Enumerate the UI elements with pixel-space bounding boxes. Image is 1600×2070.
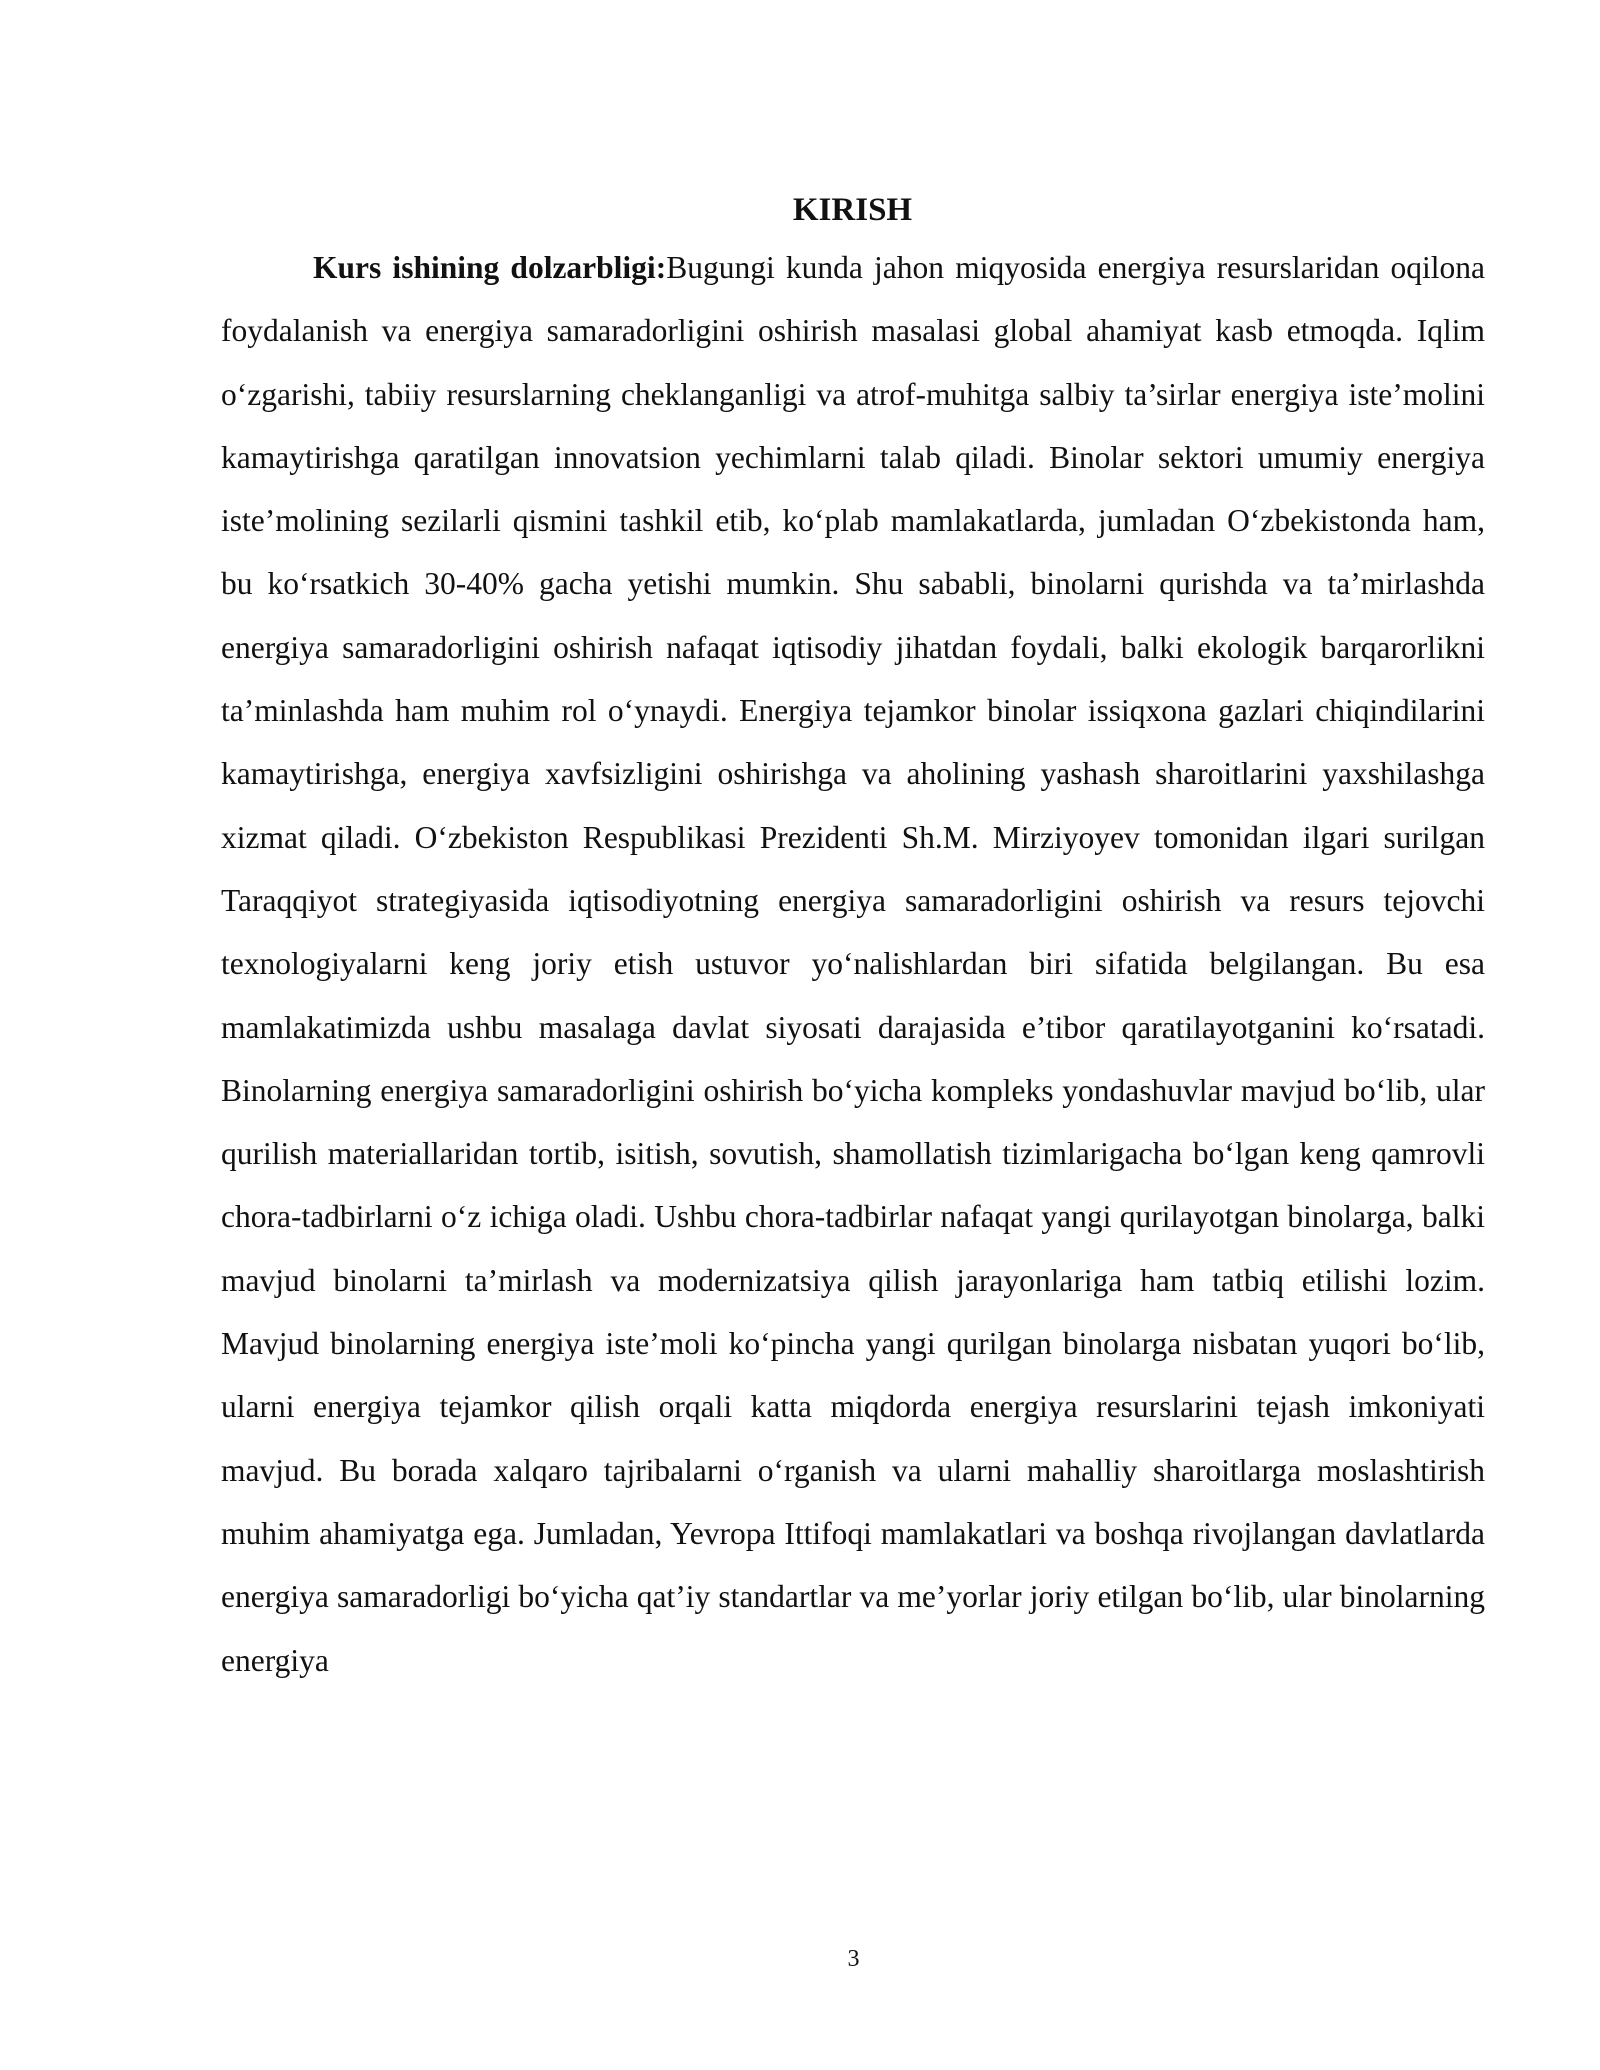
page-number: 3	[847, 1946, 860, 1972]
body-paragraph	[221, 236, 1485, 1692]
lead-bold-phrase: Kurs ishining dolzarbligi:	[313, 250, 667, 285]
paragraph-text: Bugungi kunda jahon miqyosida energiya resurslaridan oqilona foydalanish va energiya samaradorligini oshirish masalasi global ahamiyat kasb etmoqda. Iqlim o‘zgarishi, tabiiy resurslarning cheklanganligi va atrof-muhitga salbiy ta’sirlar energiya iste’molini kamaytirishga qaratilgan innovatsion yechimlarni talab qiladi. Binolar sektori umumiy energiya iste’molining sezilarli qismini tashkil etib, ko‘plab mamlakatlarda, jumladan O‘zbekistonda ham, bu ko‘rsatkich 30-40% gacha yetishi mumkin. Shu sababli, binolarni qurishda va ta’mirlashda energiya samaradorligini oshirish nafaqat iqtisodiy jihatdan foydali, balki ekologik barqarorlikni ta’minlashda ham muhim rol o‘ynaydi. Energiya tejamkor binolar issiqxona gazlari chiqindilarini kamaytirishga, energiya xavfsizligini oshirishga va aholining yashash sharoitlarini yaxshilashga xizmat qiladi. O‘zbekiston Respublikasi Prezidenti Sh.M. Mirziyoyev tomonidan ilgari surilgan Taraqqiyot strategiyasida iqtisodiyotning energiya samaradorligini oshirish va resurs tejovchi texnologiyalarni keng joriy etish ustuvor yo‘nalishlardan biri sifatida belgilangan. Bu esa mamlakatimizda ushbu masalaga davlat siyosati darajasida e’tibor qaratilayotganini ko‘rsatadi. Binolarning energiya samaradorligini oshirish bo‘yicha kompleks yondashuvlar mavjud bo‘lib, ular qurilish materiallaridan tortib, isitish, sovutish, shamollatish tizimlarigacha bo‘lgan keng qamrovli chora-tadbirlarni o‘z ichiga oladi. Ushbu chora-tadbirlar nafaqat yangi qurilayotgan binolarga, balki mavjud binolarni ta’mirlash va modernizatsiya qilish jarayonlariga ham tatbiq etilishi lozim. Mavjud binolarning energiya iste’moli ko‘pincha yangi qurilgan binolarga nisbatan yuqori bo‘lib, ularni energiya tejamkor qilish orqali katta miqdorda energiya resurslarini tejash imkoniyati mavjud. Bu borada xalqaro tajribalarni o‘rganish va ularni mahalliy sharoitlarga moslashtirish muhim ahamiyatga ega. Jumladan, Yevropa Ittifoqi mamlakatlari va boshqa rivojlangan davlatlarda energiya samaradorligi bo‘yicha qat’iy standartlar va me’yorlar joriy etilgan bo‘lib, ular binolarning energiya	[221, 250, 1485, 1678]
section-heading: KIRISH	[792, 192, 913, 228]
